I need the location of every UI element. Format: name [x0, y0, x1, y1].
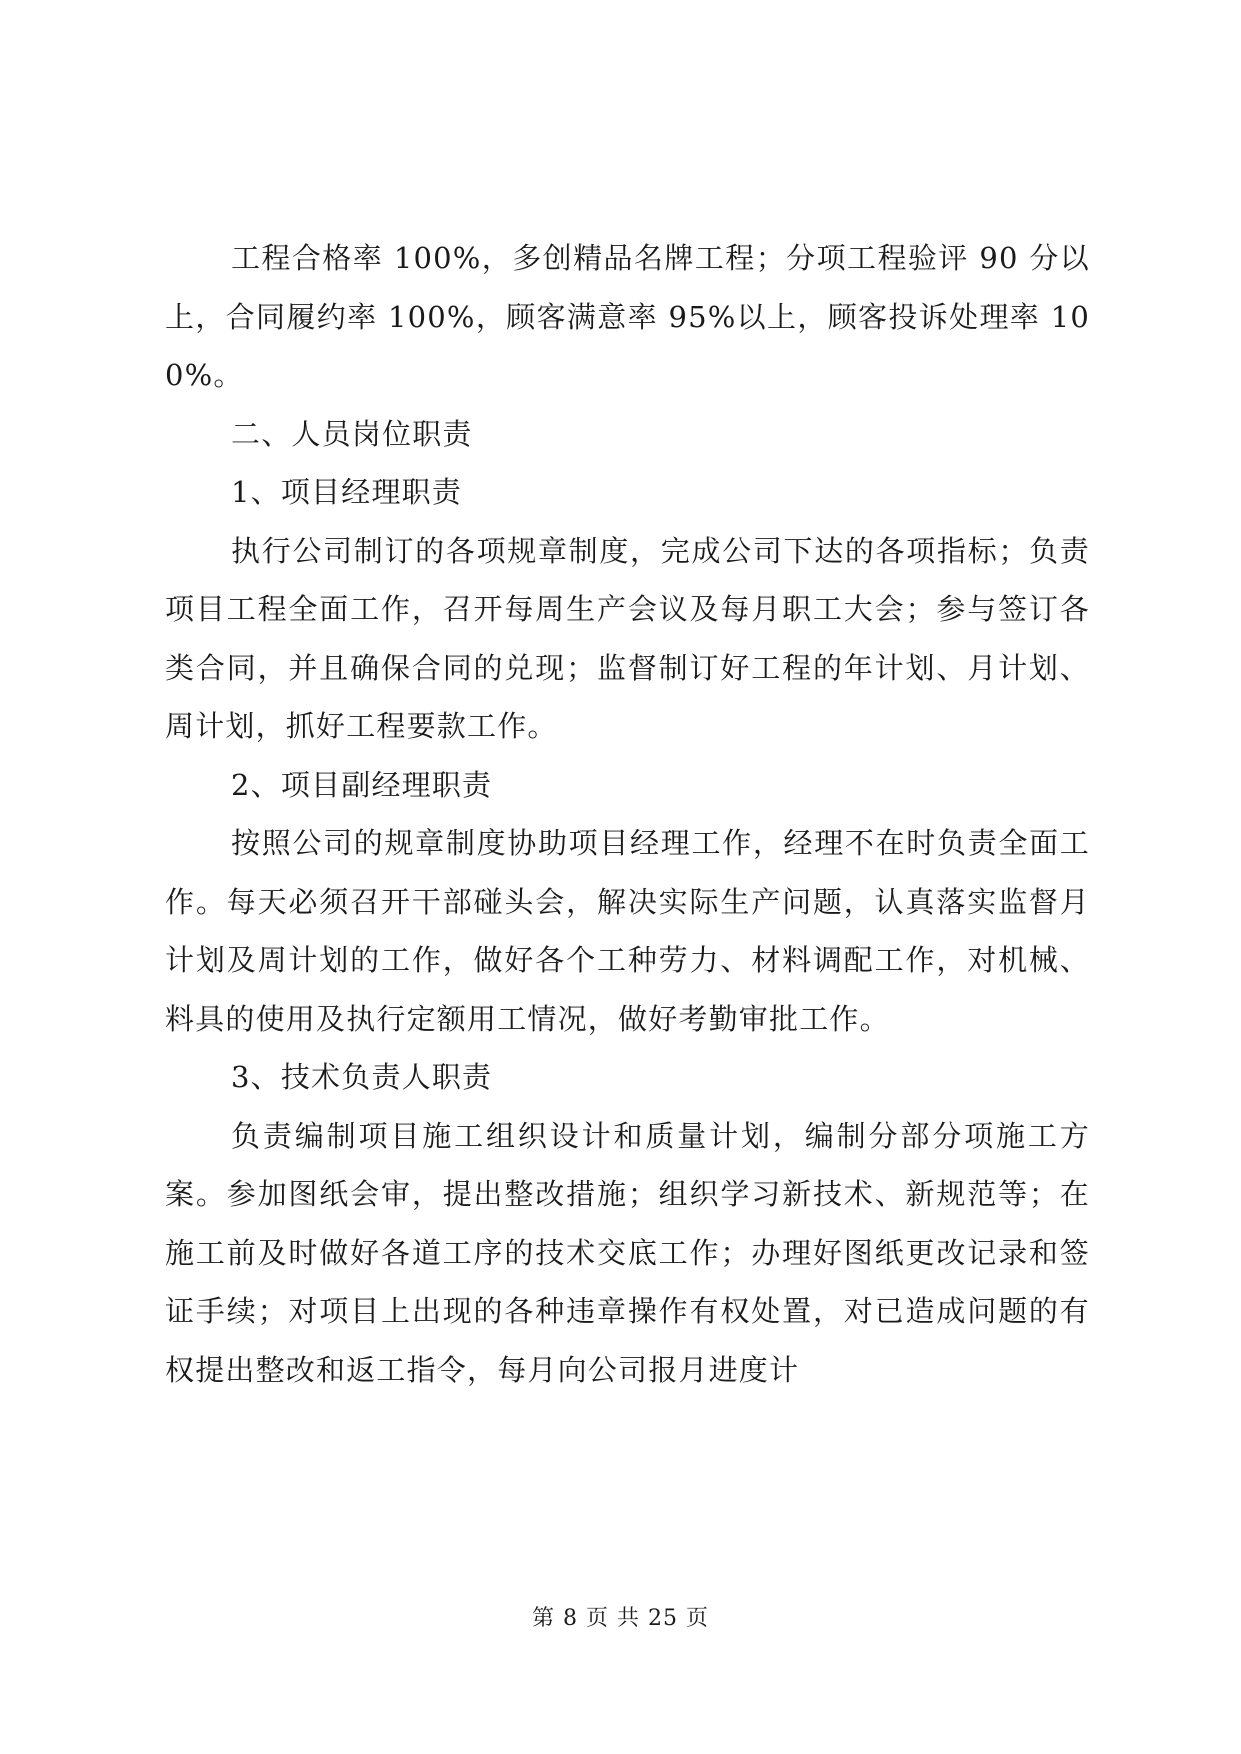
paragraph-quality-targets: 工程合格率 100%，多创精品名牌工程；分项工程验评 90 分以上，合同履约率 100%，顾客满意率 95%以上，顾客投诉处理率 100%。 — [165, 241, 1090, 392]
section-heading-staff-duties: 二、人员岗位职责 — [231, 416, 473, 451]
subheading-deputy-manager: 2、项目副经理职责 — [231, 767, 493, 802]
paragraph-project-manager-duties: 执行公司制订的各项规章制度，完成公司下达的各项指标；负责项目工程全面工作，召开每周生产会议及每月职工大会；参与签订各类合同，并且确保合同的兑现；监督制订好工程的年计划、月计划、周计划，抓好工程要款工作。 — [165, 533, 1090, 743]
subheading-project-manager: 1、项目经理职责 — [231, 475, 463, 509]
subheading-technical-lead: 3、技术负责人职责 — [231, 1060, 493, 1094]
paragraph-technical-lead-duties: 负责编制项目施工组织设计和质量计划，编制分部分项施工方案。参加图纸会审，提出整改措施；组织学习新技术、新规范等；在施工前及时做好各道工序的技术交底工作；办理好图纸更改记录和签证手续；对项目上出现的各种违章操作有权处置，对已造成问题的有权提出整改和返工指令，每月向公司报月进度计 — [165, 1118, 1090, 1387]
document-body — [165, 229, 1090, 1399]
paragraph-deputy-manager-duties: 按照公司的规章制度协助项目经理工作，经理不在时负责全面工作。每天必须召开干部碰头会，解决实际生产问题，认真落实监督月计划及周计划的工作，做好各个工种劳力、材料调配工作，对机械、料具的使用及执行定额用工情况，做好考勤审批工作。 — [165, 826, 1090, 1036]
page-number-footer: 第 8 页 共 25 页 — [532, 1606, 709, 1631]
